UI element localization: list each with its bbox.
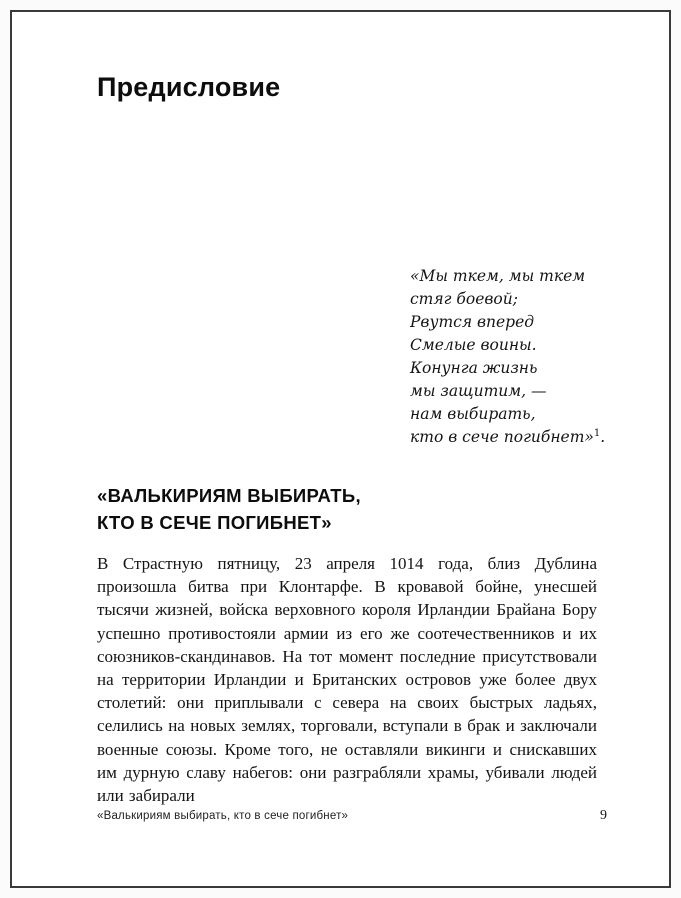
epigraph [410, 265, 605, 449]
epigraph-line-text: кто в сече погибнет» [410, 428, 594, 446]
footnote-suffix: . [600, 428, 606, 446]
epigraph-line: нам выбирать, [410, 405, 536, 423]
body-paragraph: В Страстную пятницу, 23 апреля 1014 года, близ Дублина произошла битва при Клонтарфе. В кровавой бойне, унесшей тысячи жизней, войска верховного короля Ирландии Брайана Бору успешно противостояли армии из его же соотечественников и их союзников-скандинавов. На тот момент последние присутствовали на территории Ирландии и Британских островов уже более двух столетий: они приплывали с севера на своих быстрых ладьях, селились на новых землях, торговали, вступали в брак и заключали военные союзы. Кроме того, не оставляли викинги и снискавших им дурную славу набегов: они разграбляли храмы, убивали людей или забирали [97, 554, 597, 806]
book-page [10, 10, 671, 888]
epigraph-line: Смелые воины. [410, 336, 537, 354]
page-footer [97, 808, 607, 824]
footnote-marker: 1 [593, 427, 601, 439]
chapter-heading: Предисловие [97, 72, 281, 102]
epigraph-line: стяг боевой; [410, 290, 518, 308]
section-heading-line: «ВАЛЬКИРИЯМ ВЫБИРАТЬ, [97, 485, 361, 506]
epigraph-line: Рвутся вперед [410, 313, 535, 331]
section-heading-line: КТО В СЕЧЕ ПОГИБНЕТ» [97, 512, 332, 533]
epigraph-line: мы защитим, — [410, 382, 547, 400]
page-number: 9 [600, 808, 607, 823]
running-title: «Валькириям выбирать, кто в сече погибнет» [97, 810, 349, 822]
section-heading [97, 482, 361, 536]
epigraph-line [410, 426, 605, 449]
epigraph-line: Конунга жизнь [410, 359, 538, 377]
epigraph-line: «Мы ткем, мы ткем [410, 267, 586, 285]
